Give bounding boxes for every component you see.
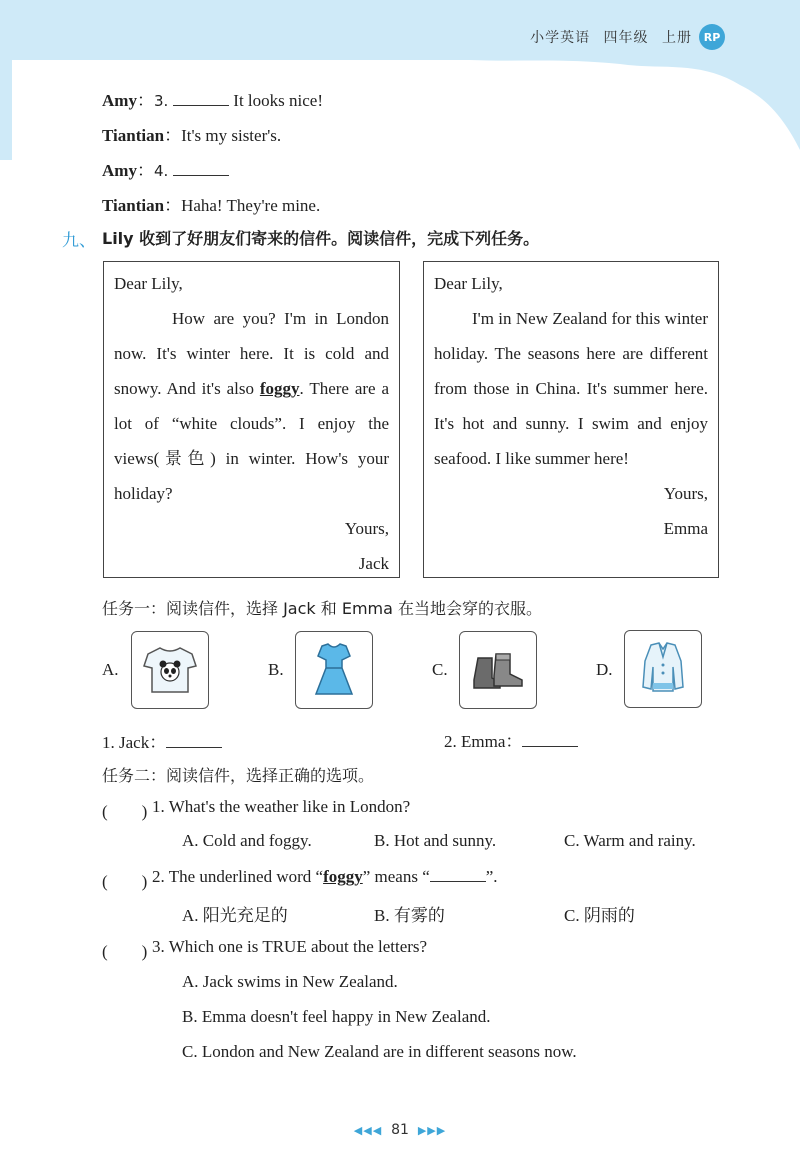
choice-1b: B. Hot and sunny. xyxy=(374,831,497,850)
answer-paren-3[interactable]: ( ) xyxy=(102,942,148,961)
page-number: ◀◀◀ 81 ▶▶▶ xyxy=(353,1122,447,1138)
right-arrows-icon: ▶▶▶ xyxy=(417,1124,447,1137)
answer-paren-1[interactable]: ( ) xyxy=(102,802,148,821)
left-arrows-icon: ◀◀◀ xyxy=(353,1124,383,1137)
letter-jack xyxy=(103,261,400,578)
boots-icon[interactable] xyxy=(459,631,537,709)
letter-signature: Emma xyxy=(663,519,708,538)
dialogue-line-4: Tiantian：Haha! They're mine. xyxy=(102,196,321,215)
answer-blank-jack[interactable] xyxy=(166,733,222,748)
header-title: 小学英语 四年级 上册 xyxy=(530,30,692,46)
section-number: 九、 xyxy=(62,231,96,251)
option-label-d: D. xyxy=(596,660,613,679)
underlined-word: foggy xyxy=(259,379,300,398)
choice-2c: C. 阴雨的 xyxy=(564,906,635,925)
option-label-c: C. xyxy=(432,660,448,679)
letter-greeting: Dear Lily, xyxy=(434,274,503,293)
dress-icon[interactable] xyxy=(295,631,373,709)
choice-3c: C. London and New Zealand are in different seasons now. xyxy=(182,1042,577,1061)
choice-2a: A. 阳光充足的 xyxy=(182,906,288,925)
option-label-b: B. xyxy=(268,660,284,679)
answer-blank-3[interactable] xyxy=(173,91,229,106)
section-title: Lily 收到了好朋友们寄来的信件。阅读信件，完成下列任务。 xyxy=(102,229,540,248)
task1-title: 任务一：阅读信件，选择 Jack 和 Emma 在当地会穿的衣服。 xyxy=(102,599,543,618)
rp-badge: RP xyxy=(699,24,725,50)
letter-body: I'm in New Zealand for this winter holiday. The seasons here are different from those in China. It's summer here. It's hot and sunny. I swim and enjoy seafood. I like summer here! xyxy=(434,309,708,468)
letter-body: How are you? I'm in London now. It's winter here. It is cold and snowy. And it's also foggy. There are a lot of “white clouds”. I enjoy the views(景色) in winter. How's your holiday? xyxy=(114,309,389,503)
dialogue-line-3: Amy：4. xyxy=(102,156,229,181)
letter-emma xyxy=(423,261,719,578)
option-label-a: A. xyxy=(102,660,119,679)
task1-q1: 1. Jack： xyxy=(102,728,222,753)
question-1: 1. What's the weather like in London? xyxy=(152,797,411,816)
dialogue-line-1: Amy：3. It looks nice! xyxy=(102,91,323,110)
dialogue-line-2: Tiantian：It's my sister's. xyxy=(102,126,282,145)
task2-title: 任务二：阅读信件，选择正确的选项。 xyxy=(102,766,375,785)
choice-1a: A. Cold and foggy. xyxy=(182,831,312,850)
choice-1c: C. Warm and rainy. xyxy=(564,831,696,850)
answer-paren-2[interactable]: ( ) xyxy=(102,872,148,891)
letter-greeting: Dear Lily, xyxy=(114,274,183,293)
question-3: 3. Which one is TRUE about the letters? xyxy=(152,937,428,956)
letter-closing: Yours, xyxy=(344,519,389,538)
letter-closing: Yours, xyxy=(663,484,708,503)
choice-3a: A. Jack swims in New Zealand. xyxy=(182,972,398,991)
question-2: 2. The underlined word “foggy” means “ ”. xyxy=(152,867,498,886)
choice-3b: B. Emma doesn't feel happy in New Zealand. xyxy=(182,1007,491,1026)
answer-blank-emma[interactable] xyxy=(522,732,578,747)
answer-blank-meaning[interactable] xyxy=(430,867,486,882)
choice-2b: B. 有雾的 xyxy=(374,906,445,925)
sweater-icon[interactable] xyxy=(624,630,702,708)
letter-signature: Jack xyxy=(358,554,389,573)
panda-tshirt-icon[interactable] xyxy=(131,631,209,709)
answer-blank-4[interactable] xyxy=(173,161,229,176)
task1-q2: 2. Emma： xyxy=(444,727,578,752)
